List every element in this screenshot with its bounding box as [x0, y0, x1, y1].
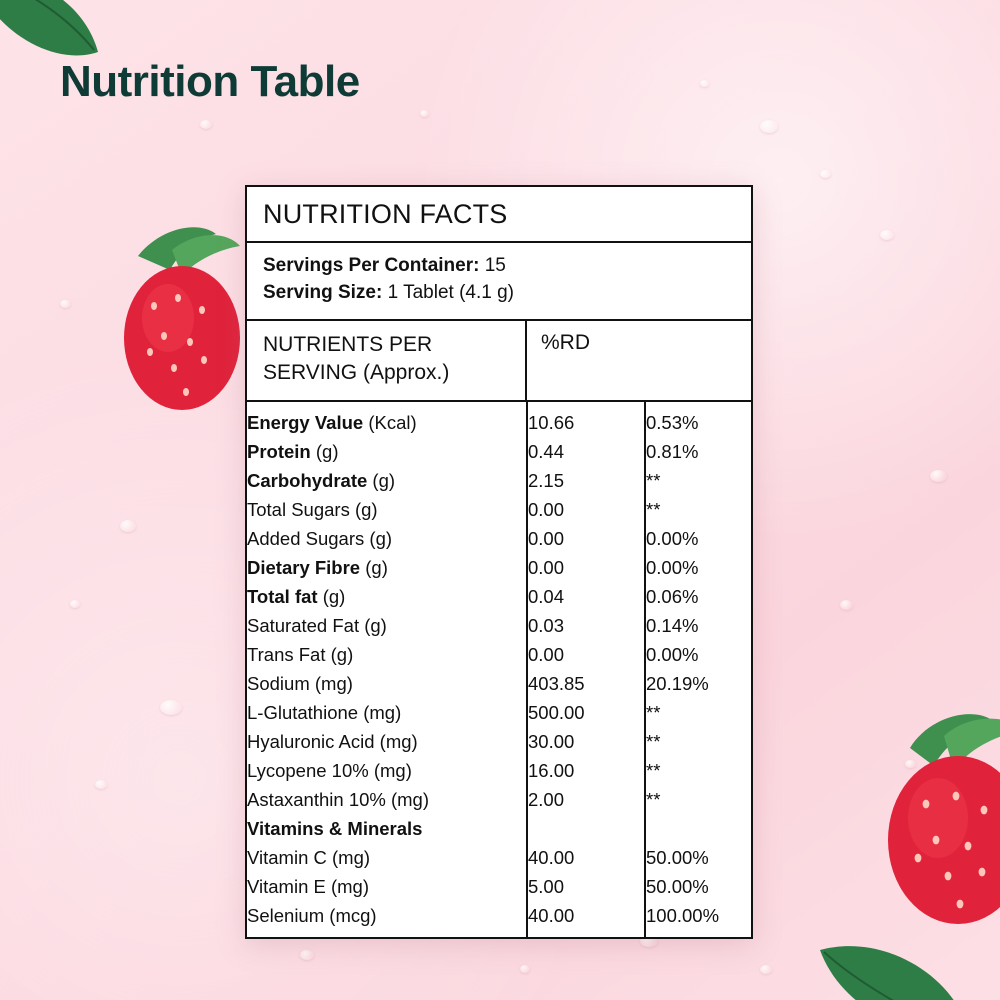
- nutrient-rd: **: [646, 788, 661, 810]
- table-row: [247, 524, 751, 553]
- nutrient-rd: 0.53%: [646, 411, 699, 433]
- nutrient-name: Saturated Fat (g): [247, 611, 527, 640]
- nutrient-name: Astaxanthin 10% (mg): [247, 785, 527, 814]
- nutrient-amount: 0.04: [527, 582, 645, 611]
- nutrient-name: Vitamins & Minerals: [247, 814, 527, 843]
- nutrient-name: L-Glutathione (mg): [247, 698, 527, 727]
- table-row: [247, 727, 751, 756]
- table-row: [247, 814, 751, 843]
- nutrient-rd: **: [646, 701, 661, 723]
- nutrient-name: Protein (g): [247, 437, 527, 466]
- nutrient-rd: 100.00%: [646, 904, 720, 926]
- nutrient-name: Sodium (mg): [247, 669, 527, 698]
- table-row: [247, 756, 751, 785]
- nutrient-name: Trans Fat (g): [247, 640, 527, 669]
- nutrient-rd: **: [646, 498, 661, 520]
- nutrient-amount: 0.00: [527, 524, 645, 553]
- nutrient-rd: 50.00%: [646, 875, 709, 897]
- nutrient-amount: 500.00: [527, 698, 645, 727]
- table-row: [247, 402, 751, 438]
- nutrient-rd: 0.00%: [646, 527, 699, 549]
- strawberry-icon: [840, 700, 1000, 930]
- nutrient-name: Vitamin C (mg): [247, 843, 527, 872]
- nutrient-name: Energy Value (Kcal): [247, 402, 527, 438]
- table-row: [247, 669, 751, 698]
- table-row: [247, 582, 751, 611]
- nutrient-amount: 0.00: [527, 495, 645, 524]
- nutrition-facts-heading: NUTRITION FACTS: [247, 187, 751, 243]
- table-row: [247, 785, 751, 814]
- nutrient-rd: 0.00%: [646, 556, 699, 578]
- nutrients-table: [247, 402, 751, 937]
- nutrient-rd: 0.00%: [646, 643, 699, 665]
- table-header-row: [247, 321, 751, 402]
- table-row: [247, 553, 751, 582]
- page-title: Nutrition Table: [60, 57, 360, 107]
- table-row: [247, 901, 751, 937]
- table-row: [247, 495, 751, 524]
- nutrient-amount: [527, 814, 645, 843]
- servings-per-container-line: [263, 253, 735, 280]
- nutrient-rd: 0.14%: [646, 614, 699, 636]
- nutrient-amount: 16.00: [527, 756, 645, 785]
- table-row: [247, 843, 751, 872]
- nutrient-name: Lycopene 10% (mg): [247, 756, 527, 785]
- nutrient-rd: **: [646, 759, 661, 781]
- nutrient-name: Added Sugars (g): [247, 524, 527, 553]
- table-row: [247, 611, 751, 640]
- table-row: [247, 872, 751, 901]
- nutrient-amount: 2.15: [527, 466, 645, 495]
- nutrient-rd: 20.19%: [646, 672, 709, 694]
- table-row: [247, 437, 751, 466]
- serving-size-line: [263, 280, 735, 307]
- nutrient-rd: 50.00%: [646, 846, 709, 868]
- nutrient-amount: 0.03: [527, 611, 645, 640]
- nutrient-rd: **: [646, 730, 661, 752]
- servings-per-container-value: 15: [484, 255, 506, 276]
- serving-info: [247, 243, 751, 321]
- nutrient-rd: **: [646, 469, 661, 491]
- nutrient-name: Total fat (g): [247, 582, 527, 611]
- nutrient-name: Hyaluronic Acid (mg): [247, 727, 527, 756]
- nutrient-name: Carbohydrate (g): [247, 466, 527, 495]
- nutrient-amount: 40.00: [527, 843, 645, 872]
- servings-per-container-label: Servings Per Container:: [263, 255, 480, 276]
- table-row: [247, 640, 751, 669]
- serving-size-label: Serving Size:: [263, 281, 383, 303]
- nutrient-rd: [645, 814, 751, 843]
- nutrient-rd: 0.06%: [646, 585, 699, 607]
- nutrient-amount: 40.00: [527, 901, 645, 937]
- nutrient-amount: 0.44: [527, 437, 645, 466]
- nutrient-amount: 0.00: [527, 640, 645, 669]
- table-row: [247, 466, 751, 495]
- nutrient-amount: 2.00: [527, 785, 645, 814]
- leaf-icon: [780, 890, 960, 1000]
- nutrient-amount: 5.00: [527, 872, 645, 901]
- table-row: [247, 698, 751, 727]
- nutrient-name: Dietary Fibre (g): [247, 553, 527, 582]
- nutrient-rd: 0.81%: [646, 440, 699, 462]
- nutrient-amount: 403.85: [527, 669, 645, 698]
- nutrient-amount: 10.66: [527, 402, 645, 438]
- nutrient-name: Total Sugars (g): [247, 495, 527, 524]
- nutrient-amount: 0.00: [527, 553, 645, 582]
- nutrient-name: Vitamin E (mg): [247, 872, 527, 901]
- column-header-nutrients: NUTRIENTS PER SERVING (Approx.): [247, 321, 527, 400]
- nutrient-amount: 30.00: [527, 727, 645, 756]
- nutrient-name: Selenium (mcg): [247, 901, 527, 937]
- serving-size-value: 1 Tablet (4.1 g): [387, 281, 515, 303]
- column-header-rd: %RD: [541, 330, 591, 354]
- nutrition-facts-card: [245, 185, 753, 939]
